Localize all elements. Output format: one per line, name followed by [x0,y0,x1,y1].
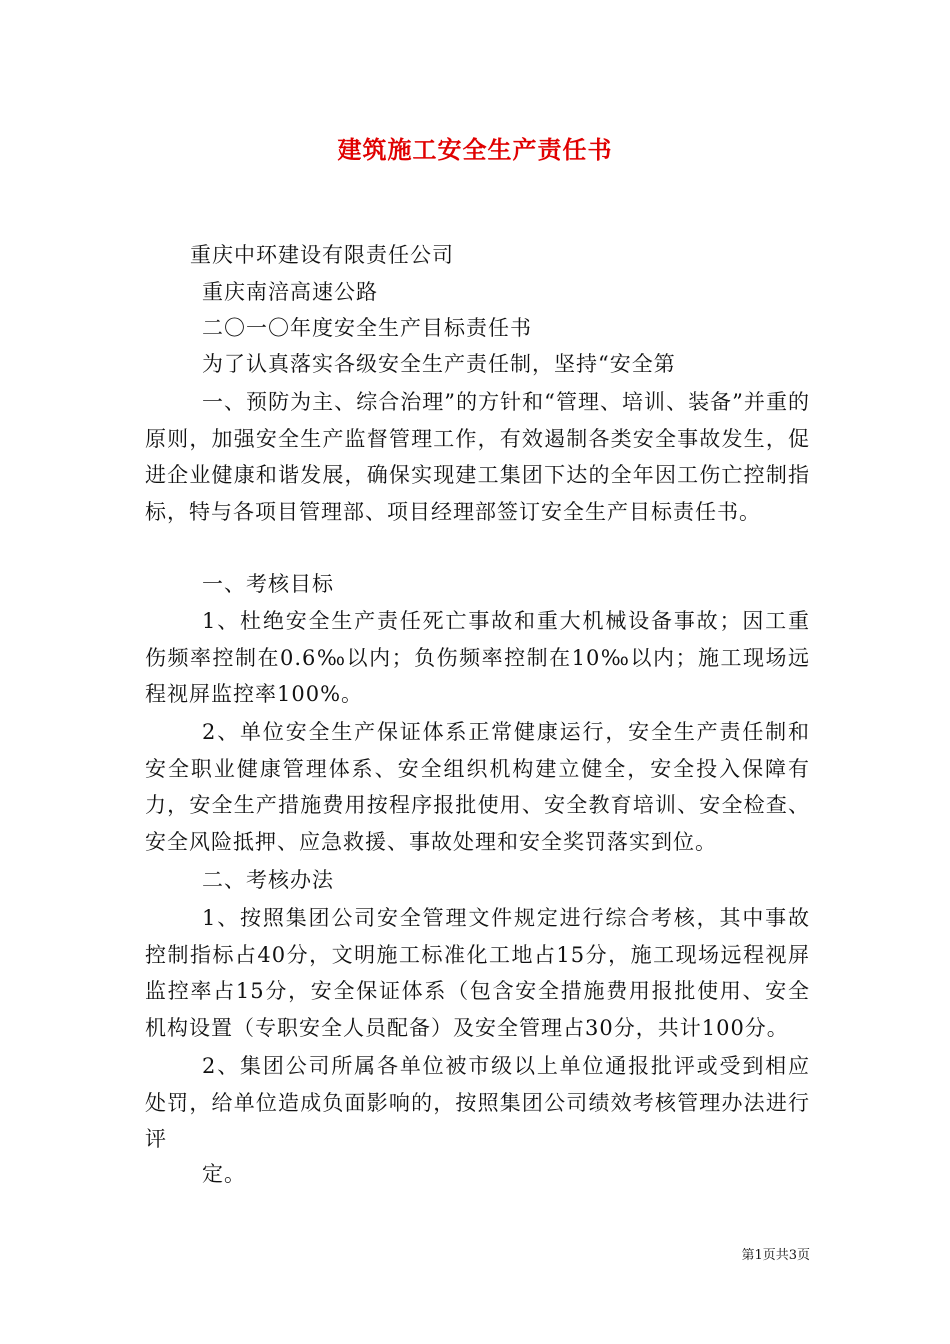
section1-item2: 2、单位安全生产保证体系正常健康运行，安全生产责任制和安全职业健康管理体系、安全组织机构建立健全，安全投入保障有力，安全生产措施费用按程序报批使用、安全教育培训、安全检查、安全风险抵押、应急救援、事故处理和安全奖罚落实到位。 [145,720,810,854]
company-name: 重庆中环建设有限责任公司 [190,243,454,267]
section2-item1: 1、按照集团公司安全管理文件规定进行综合考核，其中事故控制指标占40分，文明施工标准化工地占15分，施工现场远程视屏监控率占15分，安全保证体系（包含安全措施费用报批使用、安全机构设置（专职安全人员配备）及安全管理占30分，共计100分。 [145,906,810,1040]
intro-line: 为了认真落实各级安全生产责任制，坚持“安全第 [202,352,676,376]
section2-item2-continuation: 定。 [202,1162,246,1186]
intro-paragraph: 一、预防为主、综合治理”的方针和“管理、培训、装备”并重的原则，加强安全生产监督管理工作，有效遏制各类安全事故发生，促进企业健康和谐发展，确保实现建工集团下达的全年因工伤亡控制指标，特与各项目管理部、项目经理部签订安全生产目标责任书。 [145,390,810,524]
page-number: 第1页共3页 [741,1248,810,1263]
section2-heading: 二、考核办法 [202,868,334,892]
section1-heading: 一、考核目标 [202,572,334,596]
document-title: 建筑施工安全生产责任书 [337,135,613,164]
project-name: 重庆南涪高速公路 [202,280,378,304]
section1-item1: 1、杜绝安全生产责任死亡事故和重大机械设备事故；因工重伤频率控制在0.6‰以内；负伤频率控制在10‰以内；施工现场远程视屏监控率100%。 [145,609,810,706]
document-name: 二〇一〇年度安全生产目标责任书 [202,316,532,340]
section2-item2: 2、集团公司所属各单位被市级以上单位通报批评或受到相应处罚，给单位造成负面影响的，按照集团公司绩效考核管理办法进行评 [145,1054,810,1151]
